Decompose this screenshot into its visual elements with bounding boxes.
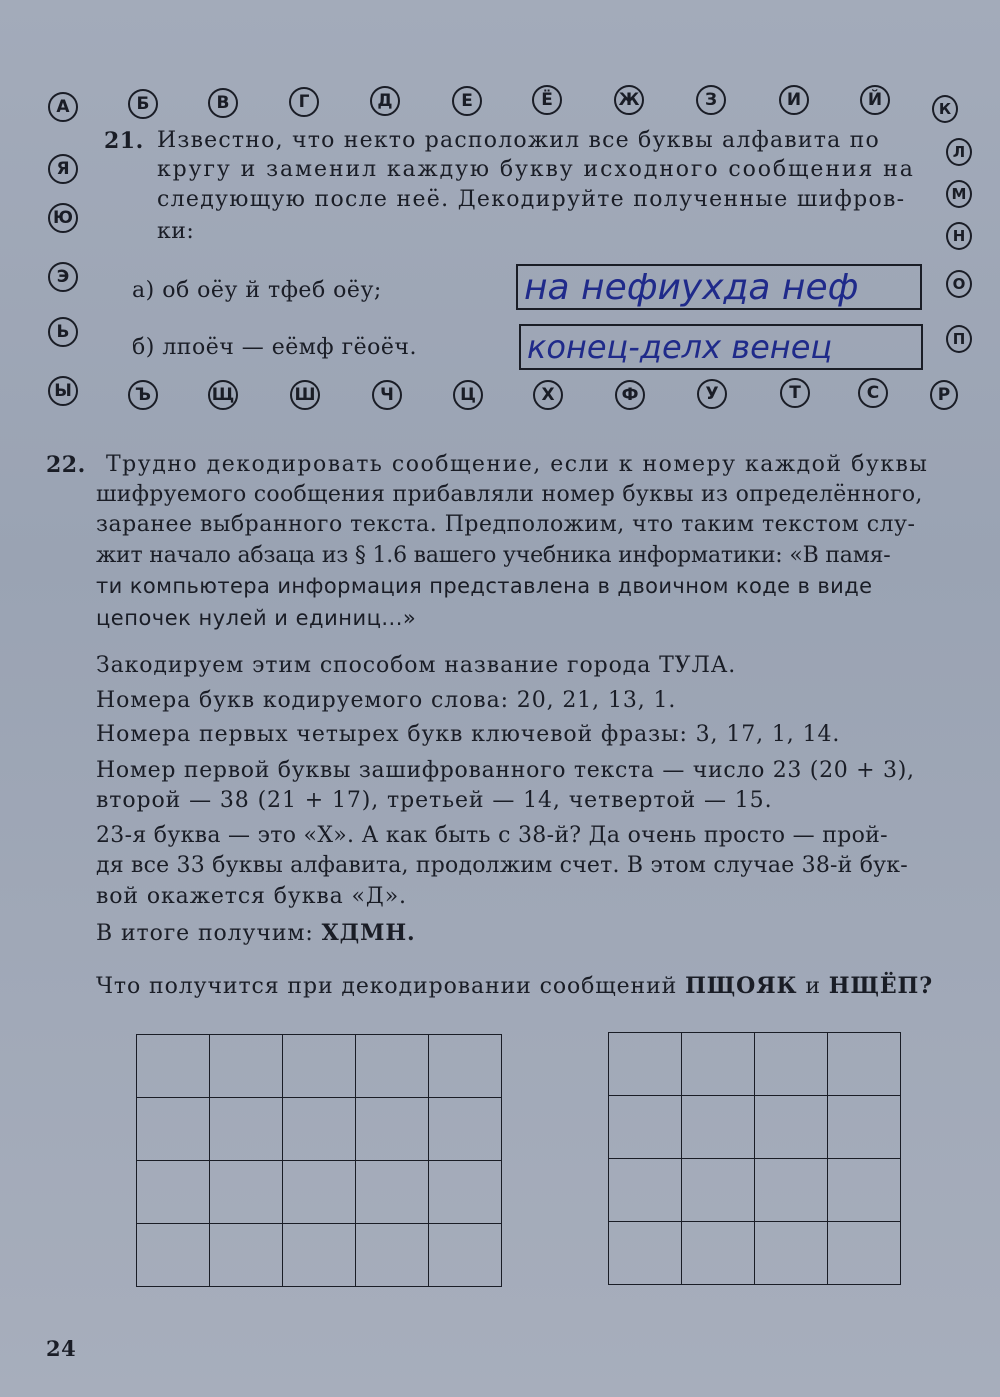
question-prefix: Что получится при декодировании сообщений: [96, 974, 686, 999]
letter-circle: Й: [860, 85, 890, 115]
grid-cell[interactable]: [828, 1222, 901, 1285]
handwritten-answer: конец-делх венец: [527, 328, 833, 366]
item-a-answer-box[interactable]: [516, 264, 922, 310]
letter-circle: К: [932, 95, 958, 123]
grid-cell[interactable]: [210, 1035, 283, 1098]
result-prefix: В итоге получим:: [96, 921, 322, 946]
grid-cell[interactable]: [356, 1161, 429, 1224]
grid-cell[interactable]: [210, 1161, 283, 1224]
grid-cell[interactable]: [828, 1096, 901, 1159]
letter-circle: Я: [48, 154, 78, 184]
letter-circle: Л: [946, 138, 972, 166]
grid-cell[interactable]: [356, 1098, 429, 1161]
quote-line: ти компьютера информация представлена в двоичном коде в виде: [96, 574, 873, 598]
answer-grid-2: [608, 1032, 901, 1285]
task-text-line: следующую после неё. Декодируйте полученные шифров-: [157, 187, 906, 212]
paragraph: Номера первых четырех букв ключевой фразы: 3, 17, 1, 14.: [96, 722, 841, 747]
page-number: 24: [46, 1336, 77, 1361]
grid-cell[interactable]: [609, 1222, 682, 1285]
grid-cell[interactable]: [429, 1098, 502, 1161]
cipher-word-2: НЩЁП: [828, 973, 920, 999]
handwritten-answer: на нефиухда неф: [524, 266, 859, 308]
grid-cell[interactable]: [429, 1161, 502, 1224]
grid-cell[interactable]: [609, 1033, 682, 1096]
letter-circle: И: [779, 85, 809, 115]
task-text-line: кругу и заменил каждую букву исходного сообщения на: [157, 157, 915, 182]
letter-circle: Ю: [48, 203, 78, 233]
letter-circle: С: [858, 378, 888, 408]
task-text-line: Известно, что некто расположил все буквы алфавита по: [157, 128, 880, 153]
letter-circle: Г: [289, 87, 319, 117]
grid-cell[interactable]: [755, 1222, 828, 1285]
grid-cell[interactable]: [137, 1224, 210, 1287]
paragraph: Номер первой буквы зашифрованного текста — число 23 (20 + 3),: [96, 758, 915, 783]
question-and: и: [797, 974, 829, 999]
task-text-line: Трудно декодировать сообщение, если к номеру каждой буквы: [106, 452, 929, 477]
grid-cell[interactable]: [283, 1161, 356, 1224]
letter-circle: Б: [128, 89, 158, 119]
grid-cell[interactable]: [682, 1159, 755, 1222]
grid-cell[interactable]: [755, 1033, 828, 1096]
grid-cell[interactable]: [137, 1161, 210, 1224]
letter-circle: Ж: [614, 85, 644, 115]
letter-circle: Т: [780, 378, 810, 408]
letter-circle: Ц: [453, 380, 483, 410]
grid-cell[interactable]: [828, 1159, 901, 1222]
grid-cell[interactable]: [609, 1159, 682, 1222]
item-b-answer-box[interactable]: [519, 324, 923, 370]
letter-circle: М: [946, 180, 972, 208]
grid-cell[interactable]: [755, 1096, 828, 1159]
grid-cell[interactable]: [137, 1035, 210, 1098]
letter-circle: Э: [48, 262, 78, 292]
letter-circle: Щ: [208, 380, 238, 410]
paragraph: второй — 38 (21 + 17), третьей — 14, четвертой — 15.: [96, 788, 773, 813]
result-code: ХДМН.: [321, 920, 416, 946]
grid-cell[interactable]: [755, 1159, 828, 1222]
task-number: 22.: [46, 452, 86, 478]
item-b-label: б) лпоёч — еёмф гёоёч.: [132, 335, 417, 360]
letter-circle: Х: [533, 380, 563, 410]
letter-circle: Д: [370, 86, 400, 116]
letter-circle: У: [697, 379, 727, 409]
grid-cell[interactable]: [828, 1033, 901, 1096]
letter-circle: Ш: [290, 380, 320, 410]
paragraph: дя все 33 буквы алфавита, продолжим счет. В этом случае 38-й бук-: [96, 853, 908, 878]
letter-circle: Ч: [372, 380, 402, 410]
paragraph: 23-я буква — это «Х». А как быть с 38-й? Да очень просто — прой-: [96, 823, 888, 848]
task-text-line: шифруемого сообщения прибавляли номер буквы из определённого,: [96, 482, 923, 507]
letter-circle: Н: [946, 222, 972, 250]
task-text-line: ки:: [157, 219, 195, 244]
cipher-word-1: ПЩОЯК: [685, 973, 798, 999]
grid-cell[interactable]: [283, 1224, 356, 1287]
grid-cell[interactable]: [210, 1224, 283, 1287]
grid-cell[interactable]: [682, 1222, 755, 1285]
grid-cell[interactable]: [356, 1224, 429, 1287]
letter-circle: А: [48, 92, 78, 122]
grid-cell[interactable]: [210, 1098, 283, 1161]
letter-circle: Ф: [615, 380, 645, 410]
letter-circle: Ё: [532, 85, 562, 115]
task-number: 21.: [104, 128, 144, 154]
answer-grid-1: [136, 1034, 502, 1287]
task-text-line: заранее выбранного текста. Предположим, что таким текстом слу-: [96, 512, 916, 537]
grid-cell[interactable]: [283, 1098, 356, 1161]
paragraph: Закодируем этим способом название города ТУЛА.: [96, 653, 737, 678]
item-a-label: а) об оёу й тфеб оёу;: [132, 278, 382, 303]
grid-cell[interactable]: [429, 1224, 502, 1287]
letter-circle: Р: [930, 380, 958, 410]
letter-circle: Е: [452, 86, 482, 116]
grid-cell[interactable]: [682, 1033, 755, 1096]
grid-cell[interactable]: [283, 1035, 356, 1098]
letter-circle: О: [946, 270, 972, 298]
paragraph: вой окажется буква «Д».: [96, 884, 407, 909]
grid-cell[interactable]: [137, 1098, 210, 1161]
letter-circle: Ъ: [128, 380, 158, 410]
grid-cell[interactable]: [429, 1035, 502, 1098]
letter-circle: П: [946, 325, 972, 353]
paragraph: Номера букв кодируемого слова: 20, 21, 13, 1.: [96, 688, 677, 713]
question-mark: ?: [919, 973, 933, 999]
letter-circle: Ы: [48, 376, 78, 406]
grid-cell[interactable]: [609, 1096, 682, 1159]
letter-circle: Ь: [48, 317, 78, 347]
grid-cell[interactable]: [682, 1096, 755, 1159]
paragraph: [96, 920, 416, 946]
grid-cell[interactable]: [356, 1035, 429, 1098]
letter-circle: З: [696, 85, 726, 115]
quote-line: цепочек нулей и единиц...»: [96, 606, 417, 630]
question: [96, 973, 933, 999]
task-text-line: жит начало абзаца из § 1.6 вашего учебника информатики: «В памя-: [96, 543, 891, 568]
letter-circle: В: [208, 88, 238, 118]
